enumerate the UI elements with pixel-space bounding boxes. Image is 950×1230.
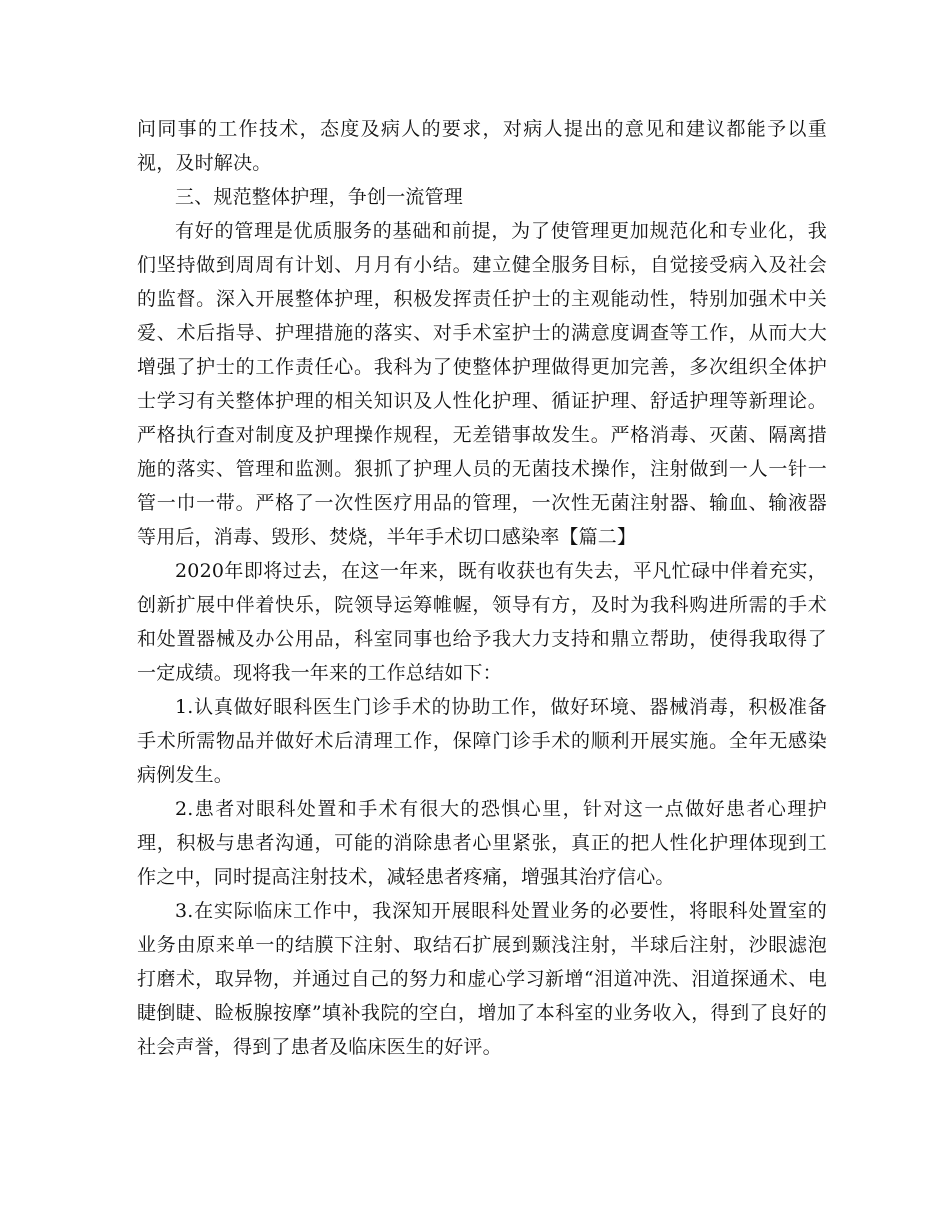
section-heading-three: 三、规范整体护理，争创一流管理 <box>175 186 464 208</box>
paragraph-item-2: 2.患者对眼科处置和手术有很大的恐惧心里，针对这一点做好患者心理护理，积极与患者沟通，可能的消除患者心里紧张，真正的把人性化护理体现到工作之中，同时提高注射技术，减轻患者疼痛，增强其治疗信心。 <box>137 798 827 888</box>
paragraph-item-3: 3.在实际临床工作中，我深知开展眼科处置业务的必要性，将眼科处置室的业务由原来单一的结膜下注射、取结石扩展到颞浅注射，半球后注射，沙眼滤泡打磨术，取异物，并通过自己的努力和虚心学习新增“泪道冲洗、泪道探通术、电睫倒睫、睑板腺按摩”填补我院的空白，增加了本科室的业务收入，得到了良好的社会声誉，得到了患者及临床医生的好评。 <box>137 900 827 1058</box>
paragraph-management: 有好的管理是优质服务的基础和前提，为了使管理更加规范化和专业化，我们坚持做到周周有计划、月月有小结。建立健全服务目标，自觉接受病入及社会的监督。深入开展整体护理，积极发挥责任护士的主观能动性，特别加强术中关爱、术后指导、护理措施的落实、对手术室护士的满意度调查等工作，从而大大增强了护士的工作责任心。我科为了使整体护理做得更加完善，多次组织全体护士学习有关整体护理的相关知识及人性化护理、循证护理、舒适护理等新理论。严格执行查对制度及护理操作规程，无差错事故发生。严格消毒、灭菌、隔离措施的落实、管理和监测。狠抓了护理人员的无菌技术操作，注射做到一人一针一管一巾一带。严格了一次性医疗用品的管理，一次性无菌注射器、输血、输液器等用后，消毒、毁形、焚烧，半年手术切口感染率【篇二】 <box>137 220 827 548</box>
paragraph-summary-intro: 2020年即将过去，在这一年来，既有收获也有失去，平凡忙碌中伴着充实，创新扩展中伴着快乐，院领导运筹帷幄，领导有方，及时为我科购进所需的手术和处置器械及办公用品，科室同事也给予我大力支持和鼎立帮助，使得我取得了一定成绩。现将我一年来的工作总结如下： <box>137 560 827 684</box>
paragraph-item-1: 1.认真做好眼科医生门诊手术的协助工作，做好环境、器械消毒，积极准备手术所需物品并做好术后清理工作，保障门诊手术的顺利开展实施。全年无感染病例发生。 <box>137 696 827 786</box>
paragraph-continuation: 问同事的工作技术，态度及病人的要求，对病人提出的意见和建议都能予以重视，及时解决。 <box>137 118 827 174</box>
document-body <box>137 112 827 1064</box>
